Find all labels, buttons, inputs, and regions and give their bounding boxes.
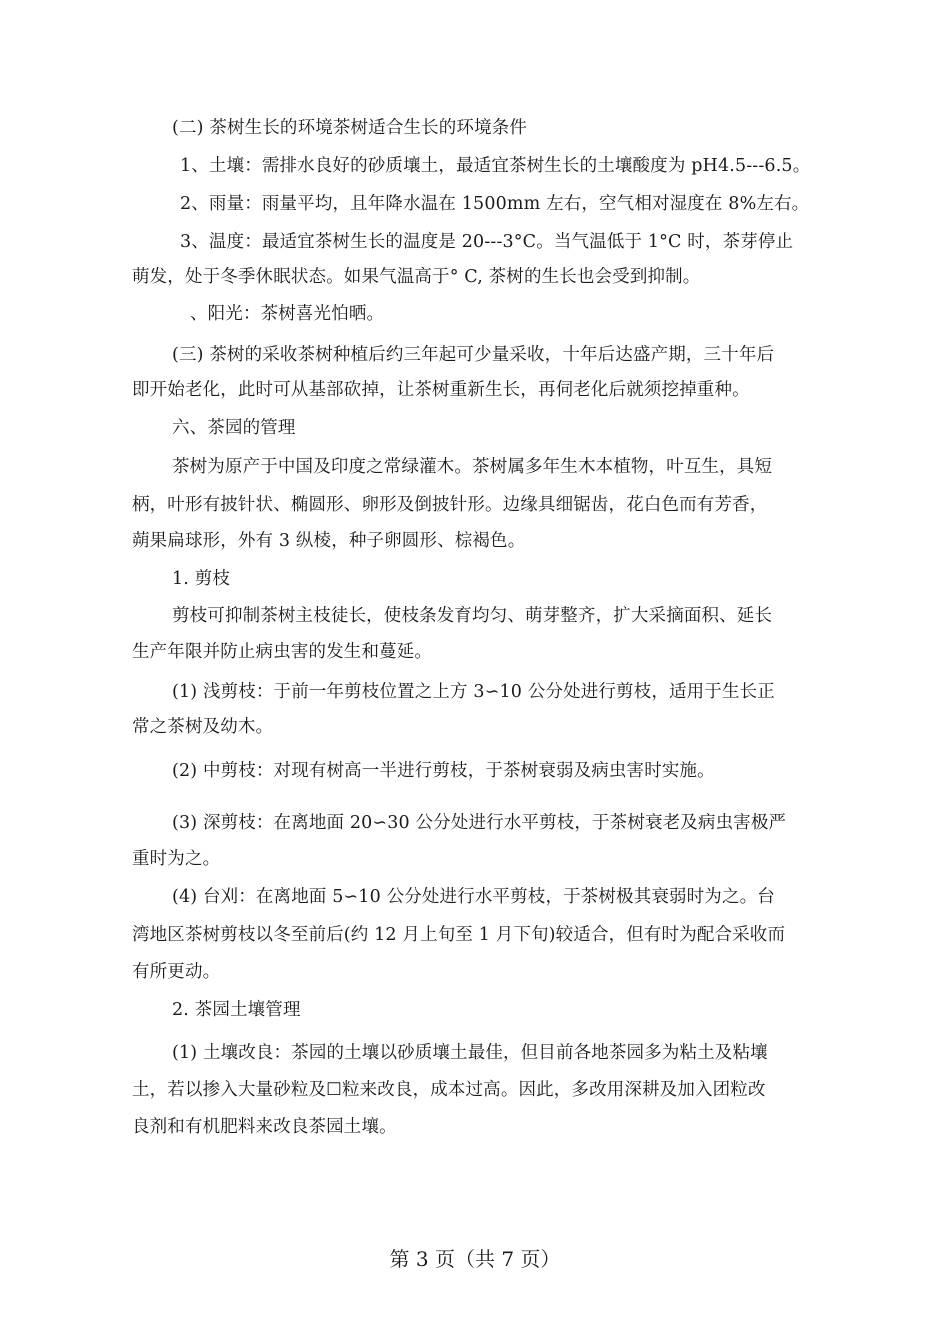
item-deep-pruning-line1: (3) 深剪枝：在离地面 20∽30 公分处进行水平剪枝，于茶树衰老及病虫害极严 bbox=[172, 813, 787, 833]
paragraph-rainfall: 2、雨量：雨量平均，且年降水温在 1500mm 左右，空气相对湿度在 8%左右。 bbox=[180, 194, 810, 214]
item-light-pruning-line1: (1) 浅剪枝：于前一年剪枝位置之上方 3∽10 公分处进行剪枝，适用于生长正 bbox=[172, 682, 775, 702]
paragraph-harvest-line2: 即开始老化，此时可从基部砍掉，让茶树重新生长，再伺老化后就须挖掉重种。 bbox=[132, 380, 750, 400]
item-cutback-line1: (4) 台刈：在离地面 5∽10 公分处进行水平剪枝，于茶树极其衰弱时为之。台 bbox=[172, 887, 775, 907]
item-cutback-line3: 有所更动。 bbox=[132, 962, 221, 982]
subheading-pruning: 1. 剪枝 bbox=[172, 569, 231, 589]
paragraph-pruning-line2: 生产年限并防止病虫害的发生和蔓延。 bbox=[132, 642, 433, 662]
item-cutback-line2: 湾地区茶树剪枝以冬至前后(约 12 月上旬至 1 月下旬)较适合，但有时为配合采收而 bbox=[132, 925, 786, 945]
section-heading-garden-management: 六、茶园的管理 bbox=[172, 418, 296, 438]
item-medium-pruning: (2) 中剪枝：对现有树高一半进行剪枝，于茶树衰弱及病虫害时实施。 bbox=[172, 761, 715, 781]
item-soil-improvement-line1: (1) 土壤改良：茶园的土壤以砂质壤土最佳，但目前各地茶园多为粘土及粘壤 bbox=[172, 1043, 768, 1063]
paragraph-tea-tree-line1: 茶树为原产于中国及印度之常绿灌木。茶树属多年生木本植物，叶互生，具短 bbox=[172, 457, 773, 477]
item-light-pruning-line2: 常之茶树及幼木。 bbox=[132, 717, 274, 737]
paragraph-temperature-line1: 3、温度：最适宜茶树生长的温度是 20---3°C。当气温低于 1°C 时，茶芽停止 bbox=[180, 232, 794, 252]
paragraph-sunlight: 、阳光：茶树喜光怕晒。 bbox=[190, 304, 385, 324]
paragraph-temperature-line2: 萌发，处于冬季休眠状态。如果气温高于° C, 茶树的生长也会受到抑制。 bbox=[132, 267, 701, 287]
paragraph-pruning-line1: 剪枝可抑制茶树主枝徒长，使枝条发育均匀、萌芽整齐，扩大采摘面积、延长 bbox=[172, 606, 773, 626]
item-soil-improvement-line2: 土，若以掺入大量砂粒及☐粒来改良，成本过高。因此，多改用深耕及加入团粒改 bbox=[132, 1080, 766, 1100]
item-deep-pruning-line2: 重时为之。 bbox=[132, 849, 221, 869]
page-number-footer: 第 3 页（共 7 页） bbox=[389, 1247, 561, 1271]
paragraph-soil: 1、土壤：需排水良好的砂质壤土，最适宜茶树生长的土壤酸度为 pH4.5---6.5。 bbox=[180, 156, 811, 176]
paragraph-harvest-line1: (三) 茶树的采收茶树种植后约三年起可少量采收，十年后达盛产期，三十年后 bbox=[172, 345, 775, 365]
paragraph-tea-tree-line3: 蒴果扁球形，外有 3 纵棱，种子卵圆形、棕褐色。 bbox=[132, 531, 526, 551]
subheading-soil-management: 2. 茶园土壤管理 bbox=[172, 1000, 301, 1020]
paragraph-tea-tree-line2: 柄，叶形有披针状、椭圆形、卵形及倒披针形。边缘具细锯齿，花白色而有芳香， bbox=[132, 495, 768, 515]
section-heading-environment: (二) 茶树生长的环境茶树适合生长的环境条件 bbox=[172, 118, 528, 138]
item-soil-improvement-line3: 良剂和有机肥料来改良茶园土壤。 bbox=[132, 1117, 397, 1137]
